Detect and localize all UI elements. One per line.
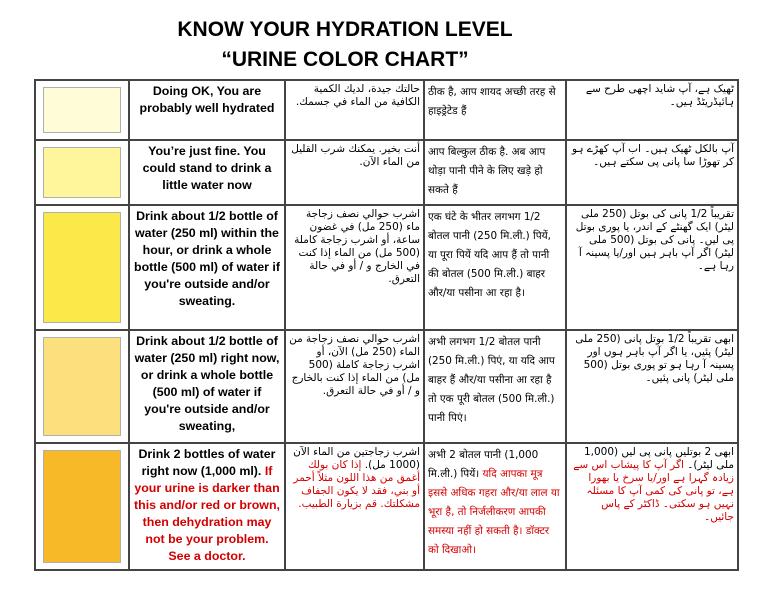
arabic-text: اشرب حوالي نصف زجاجة ماء (250 مل) في غضون ساعة، أو اشرب زجاجة كاملة (500 مل) من الماء إذا كنت في الخارج و / أو في حالة التعرق.: [285, 205, 424, 330]
urdu-text: ابھی 2 بوتلیں پانی پی لیں (1,000 ملی لیٹر)۔ اگر آپ کا پیشاب اس سے زیادہ گہرا ہے اور/یا سرخ یا بھورا ہے، تو پانی کی کمی آپ کا مسئلہ نہیں ہو سکتی۔ ڈاکٹر کے پاس جائیں۔: [566, 443, 738, 570]
color-swatch-cell: [35, 443, 129, 570]
urine-color-chart: [34, 79, 739, 571]
hindi-text: आप बिल्कुल ठीक है. अब आप थोड़ा पानी पीने के लिए खड़े हो सकते हैं: [424, 140, 566, 205]
english-text: Drink about 1/2 bottle of water (250 ml) within the hour, or drink a whole bottle (500 ml) of water if you're outside and/or sweating.: [129, 205, 285, 330]
english-text: You’re just fine. You could stand to drink a little water now: [129, 140, 285, 205]
color-swatch: [43, 337, 121, 436]
page-title: KNOW YOUR HYDRATION LEVEL: [177, 18, 513, 41]
urdu-warning: اگر آپ کا پیشاب اس سے زیادہ گہرا ہے اور/یا سرخ یا بھورا ہے، تو پانی کی کمی آپ کا مسئلہ نہیں ہو سکتی۔ ڈاکٹر کے پاس جائیں۔: [573, 459, 734, 523]
color-swatch-cell: [35, 205, 129, 330]
english-text: Doing OK, You are probably well hydrated: [129, 80, 285, 140]
urdu-text: تقریباً 1/2 پانی کی بوتل (250 ملی لیٹر) ایک گھنٹے کے اندر، یا پوری بوتل پی لیں۔ پانی کی بوتل (500 ملی لیٹر) اگر آپ باہر ہیں اور/یا پسینہ آ رہا ہے۔: [566, 205, 738, 330]
english-text: Drink 2 bottles of water right now (1,000 ml). If your urine is darker than this and/or red or brown, then dehydration may not be your problem. See a doctor.: [129, 443, 285, 570]
chart-row: [35, 205, 738, 330]
hindi-text: अभी लगभग 1/2 बोतल पानी (250 मि.ली.) पिएं, या यदि आप बाहर हैं और/या पसीना आ रहा है तो एक पूरी बोतल (500 मि.ली.) पानी पिएं।: [424, 330, 566, 443]
chart-row: [35, 330, 738, 443]
urdu-text: ابھی تقریباً 1/2 بوتل پانی (250 ملی لیٹر) پئیں، یا اگر آپ باہر ہوں اور پسینہ آ رہا ہو تو پوری بوتل (500 ملی لیٹر) پانی پئیں۔: [566, 330, 738, 443]
english-warning: If your urine is darker than this and/or red or brown, then dehydration may not be your problem. See a doctor.: [134, 464, 280, 563]
color-swatch: [43, 212, 121, 323]
chart-row: [35, 443, 738, 570]
hindi-text: ठीक है, आप शायद अच्छी तरह से हाइड्रेटेड हैं: [424, 80, 566, 140]
chart-row: [35, 80, 738, 140]
english-text: Drink about 1/2 bottle of water (250 ml) right now, or drink a whole bottle (500 ml) of water if you're outside and/or sweating,: [129, 330, 285, 443]
page-subtitle: “URINE COLOR CHART”: [221, 48, 469, 71]
color-swatch: [43, 147, 121, 198]
color-swatch-cell: [35, 140, 129, 205]
color-swatch-cell: [35, 80, 129, 140]
hindi-warning: यदि आपका मूत्र इससे अधिक गहरा और/या लाल या भूरा है, तो निर्जलीकरण आपकी समस्या नहीं हो सकती है। डॉक्टर को दिखाओ।: [428, 468, 560, 556]
arabic-text: أنت بخير. يمكنك شرب القليل من الماء الآن.: [285, 140, 424, 205]
arabic-text: اشرب حوالي نصف زجاجة من الماء (250 مل) الآن، أو اشرب زجاجة كاملة (500 مل) من الماء إذا كنت بالخارج و / أو في حالة التعرق.: [285, 330, 424, 443]
arabic-text: حالتك جيدة، لديك الكمية الكافية من الماء في جسمك.: [285, 80, 424, 140]
urdu-text: آپ بالکل ٹھیک ہیں۔ اب آپ کھڑے ہو کر تھوڑا سا پانی پی سکتے ہیں۔: [566, 140, 738, 205]
arabic-warning: إذا كان بولك أغمق من هذا اللون مثلاً أحمر أو بني، فقد لا يكون الجفاف مشكلتك. قم بزيارة الطبيب.: [293, 459, 420, 510]
arabic-text: اشرب زجاجتين من الماء الآن (1000 مل). إذا كان بولك أغمق من هذا اللون مثلاً أحمر أو بني، فقد لا يكون الجفاف مشكلتك. قم بزيارة الطبيب.: [285, 443, 424, 570]
chart-row: [35, 140, 738, 205]
color-swatch-cell: [35, 330, 129, 443]
hindi-text: एक घंटे के भीतर लगभग 1/2 बोतल पानी (250 मि.ली.) पियें, या पूरा पियें यदि आप हैं तो पानी की बोतल (500 मि.ली.) बाहर और/या पसीना आ रहा है।: [424, 205, 566, 330]
color-swatch: [43, 450, 121, 563]
hindi-text: अभी 2 बोतल पानी (1,000 मि.ली.) पियें। यदि आपका मूत्र इससे अधिक गहरा और/या लाल या भूरा है, तो निर्जलीकरण आपकी समस्या नहीं हो सकती है। डॉक्टर को दिखाओ।: [424, 443, 566, 570]
urdu-text: ٹھیک ہے، آپ شاید اچھی طرح سے ہائیڈریٹڈ ہیں۔: [566, 80, 738, 140]
color-swatch: [43, 87, 121, 133]
